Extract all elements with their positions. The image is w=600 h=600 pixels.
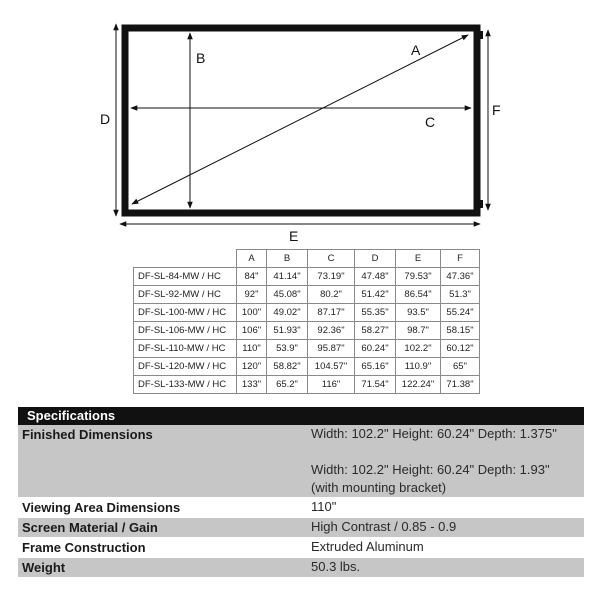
table-cell: 41.14" — [267, 268, 308, 286]
size-table-header-row — [134, 250, 480, 268]
spec-value-line: Width: 102.2" Height: 60.24" Depth: 1.93" — [311, 462, 550, 477]
size-table-header: C — [308, 250, 355, 268]
table-cell: 60.24" — [355, 340, 396, 358]
size-chart-table — [133, 249, 480, 394]
model-cell: DF-SL-133-MW / HC — [134, 376, 237, 394]
table-row — [134, 358, 480, 376]
spec-row-finished-dimensions — [18, 425, 584, 498]
spec-value — [303, 425, 584, 497]
table-cell: 55.24" — [441, 304, 480, 322]
table-cell: 71.54" — [355, 376, 396, 394]
table-row — [134, 286, 480, 304]
table-row — [134, 340, 480, 358]
spec-row-frame-construction — [18, 538, 584, 558]
model-cell: DF-SL-120-MW / HC — [134, 358, 237, 376]
model-cell: DF-SL-92-MW / HC — [134, 286, 237, 304]
table-cell: 104.57" — [308, 358, 355, 376]
model-cell: DF-SL-106-MW / HC — [134, 322, 237, 340]
table-cell: 84" — [237, 268, 267, 286]
table-cell: 47.48" — [355, 268, 396, 286]
table-cell: 80.2" — [308, 286, 355, 304]
spec-label: Finished Dimensions — [22, 427, 153, 442]
table-cell: 86.54" — [396, 286, 441, 304]
spec-value-line: (with mounting bracket) — [311, 480, 447, 495]
table-cell: 120" — [237, 358, 267, 376]
dimension-c-label: C — [425, 114, 436, 130]
model-cell: DF-SL-100-MW / HC — [134, 304, 237, 322]
spec-label: Viewing Area Dimensions — [22, 500, 181, 515]
table-cell: 79.53" — [396, 268, 441, 286]
spec-value: 110" — [311, 499, 337, 514]
spec-value: 50.3 lbs. — [311, 559, 361, 574]
spec-row-viewing-area — [18, 498, 584, 518]
model-cell: DF-SL-84-MW / HC — [134, 268, 237, 286]
size-table-header: E — [396, 250, 441, 268]
specifications-title: Specifications — [18, 407, 584, 425]
size-table-header: B — [267, 250, 308, 268]
table-cell: 133" — [237, 376, 267, 394]
size-table-corner — [134, 250, 237, 268]
table-cell: 93.5" — [396, 304, 441, 322]
dimension-b-label: B — [196, 50, 206, 66]
table-cell: 122.24" — [396, 376, 441, 394]
table-cell: 65" — [441, 358, 480, 376]
table-cell: 55.35" — [355, 304, 396, 322]
table-cell: 116" — [308, 376, 355, 394]
spec-value-line: Width: 102.2" Height: 60.24" Depth: 1.375" — [311, 426, 557, 441]
table-cell: 106" — [237, 322, 267, 340]
spec-value: Extruded Aluminum — [311, 539, 424, 554]
table-row — [134, 268, 480, 286]
table-cell: 65.2" — [267, 376, 308, 394]
table-cell: 71.38" — [441, 376, 480, 394]
table-cell: 49.02" — [267, 304, 308, 322]
table-cell: 102.2" — [396, 340, 441, 358]
spec-label: Weight — [22, 560, 66, 575]
dimension-f-label: F — [492, 102, 501, 118]
table-cell: 65.16" — [355, 358, 396, 376]
dimension-e-label: E — [289, 228, 299, 244]
spec-label: Screen Material / Gain — [22, 520, 158, 535]
spec-label: Frame Construction — [22, 540, 146, 555]
table-cell: 100" — [237, 304, 267, 322]
table-cell: 58.27" — [355, 322, 396, 340]
mounting-tab-bottom — [478, 200, 483, 208]
dimension-a-arrow — [132, 35, 468, 204]
table-cell: 98.7" — [396, 322, 441, 340]
spec-row-screen-material — [18, 518, 584, 538]
size-table-header: D — [355, 250, 396, 268]
dimension-a-label: A — [411, 42, 421, 58]
table-cell: 51.42" — [355, 286, 396, 304]
spec-value: High Contrast / 0.85 - 0.9 — [311, 519, 457, 534]
size-table-header: A — [237, 250, 267, 268]
table-cell: 47.36" — [441, 268, 480, 286]
table-cell: 92" — [237, 286, 267, 304]
model-cell: DF-SL-110-MW / HC — [134, 340, 237, 358]
table-cell: 92.36" — [308, 322, 355, 340]
table-cell: 53.9" — [267, 340, 308, 358]
dimension-d-label: D — [100, 111, 111, 127]
specifications-panel — [18, 407, 584, 578]
table-cell: 110.9" — [396, 358, 441, 376]
table-cell: 51.3" — [441, 286, 480, 304]
table-cell: 51.93" — [267, 322, 308, 340]
table-cell: 87.17" — [308, 304, 355, 322]
size-table-header: F — [441, 250, 480, 268]
table-cell: 95.87" — [308, 340, 355, 358]
table-row — [134, 376, 480, 394]
table-cell: 45.08" — [267, 286, 308, 304]
spec-row-weight — [18, 558, 584, 578]
table-cell: 58.15" — [441, 322, 480, 340]
table-cell: 110" — [237, 340, 267, 358]
table-cell: 60.12" — [441, 340, 480, 358]
table-row — [134, 322, 480, 340]
table-cell: 73.19" — [308, 268, 355, 286]
table-row — [134, 304, 480, 322]
screen-dimension-diagram — [0, 0, 600, 250]
mounting-tab-top — [478, 31, 483, 39]
table-cell: 58.82" — [267, 358, 308, 376]
